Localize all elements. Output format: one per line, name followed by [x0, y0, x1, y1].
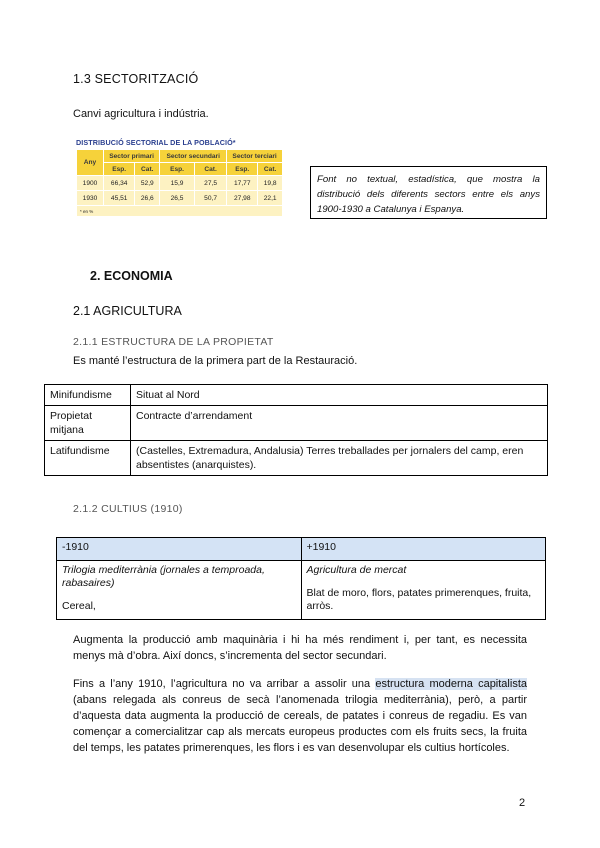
section-heading-agricultura: 2.1 AGRICULTURA: [73, 304, 182, 318]
cell-after-1910: [301, 561, 546, 620]
table-row: [45, 406, 548, 441]
cell-value: 22,1: [258, 191, 283, 206]
cell-value: 17,77: [227, 176, 258, 191]
table-row: [45, 441, 548, 476]
table-header-row: [57, 538, 546, 561]
figure-note: * en %: [77, 206, 283, 217]
col-any: Any: [77, 150, 104, 176]
paragraph-maquinaria: Augmenta la producció amb maquinària i hi ha més rendiment i, per tant, es necessita menys mà d’obra. Així doncs, s’incrementa del sector secundari.: [73, 634, 527, 662]
table-row: [57, 561, 546, 620]
cell-value: 45,51: [104, 191, 135, 206]
table-row: [77, 191, 283, 206]
table-row: [45, 385, 548, 406]
cell-value: 27,5: [194, 176, 226, 191]
intro-text: Canvi agricultura i indústria.: [73, 108, 209, 120]
figure-title: DISTRIBUCIÓ SECTORIAL DE LA POBLACIÓ*: [76, 138, 236, 147]
cereal-text: Cereal,: [62, 600, 96, 612]
cultius-table: [56, 537, 546, 620]
paragraph-agricultura-1910: [73, 676, 527, 756]
term-cell: Latifundisme: [45, 441, 131, 476]
table-row: [77, 176, 283, 191]
sub-cat: Cat.: [135, 163, 160, 176]
property-structure-table: [44, 384, 548, 476]
cell-value: 15,9: [160, 176, 195, 191]
highlighted-text: estructura moderna capitalista: [375, 678, 527, 690]
desc-cell: (Castelles, Extremadura, Andalusia) Terres treballades per jornalers del camp, eren absentistes (anarquistes).: [131, 441, 548, 476]
sub-cat: Cat.: [194, 163, 226, 176]
cell-value: 52,9: [135, 176, 160, 191]
cell-value: 19,8: [258, 176, 283, 191]
cell-value: 27,98: [227, 191, 258, 206]
population-distribution-figure: [76, 138, 284, 244]
sub-esp: Esp.: [104, 163, 135, 176]
section-heading-1-3: 1.3 SECTORITZACIÓ: [73, 72, 199, 86]
term-cell: Minifundisme: [45, 385, 131, 406]
col-after-1910: +1910: [301, 538, 546, 561]
section-heading-economia: 2. ECONOMIA: [90, 269, 173, 283]
cell-value: 26,6: [135, 191, 160, 206]
page-number: 2: [519, 797, 526, 809]
sub-esp: Esp.: [227, 163, 258, 176]
cell-value: 50,7: [194, 191, 226, 206]
cell-value: 66,34: [104, 176, 135, 191]
para-text-before: Fins a l’any 1910, l’agricultura no va arribar a assolir una: [73, 678, 376, 690]
term-cell: Propietat mitjana: [45, 406, 131, 441]
trilogia-text: Trilogia mediterrània (jornales a temproada, rabasaires): [62, 564, 265, 589]
col-terciari: Sector terciari: [227, 150, 283, 163]
propietat-text: Es manté l’estructura de la primera part de la Restauració.: [73, 355, 358, 367]
subsection-heading-propietat: 2.1.1 ESTRUCTURA DE LA PROPIETAT: [73, 336, 274, 348]
subsection-heading-cultius: 2.1.2 CULTIUS (1910): [73, 503, 183, 515]
cell-before-1910: [57, 561, 302, 620]
col-primari: Sector primari: [104, 150, 160, 163]
productes-text: Blat de moro, flors, patates primerenques, fruita, arròs.: [306, 587, 532, 612]
desc-cell: Situat al Nord: [131, 385, 548, 406]
col-before-1910: -1910: [57, 538, 302, 561]
sub-esp: Esp.: [160, 163, 195, 176]
figure-caption: Font no textual, estadística, que mostra la distribució dels diferents sectors entre els anys 1900-1930 a Catalunya i Espanya.: [310, 166, 547, 219]
cell-any: 1930: [77, 191, 104, 206]
para-text-after: (abans relegada als conreus de secà l’anomenada trilogia mediterrània), però, a partir d’aquesta data augmenta la producció de cereals, de patates i conreus de regadiu. Es van començar a comercialitzar cap als mercats europeus productes com els fruits secs, la fruita del temps, les patates primerenques, les flors i es van desenvolupar els cultius hortícoles.: [73, 694, 527, 754]
cell-any: 1900: [77, 176, 104, 191]
sub-cat: Cat.: [258, 163, 283, 176]
desc-cell: Contracte d’arrendament: [131, 406, 548, 441]
col-secundari: Sector secundari: [160, 150, 227, 163]
agricultura-mercat-text: Agricultura de mercat: [306, 564, 407, 576]
cell-value: 26,5: [160, 191, 195, 206]
population-table: [76, 149, 283, 217]
